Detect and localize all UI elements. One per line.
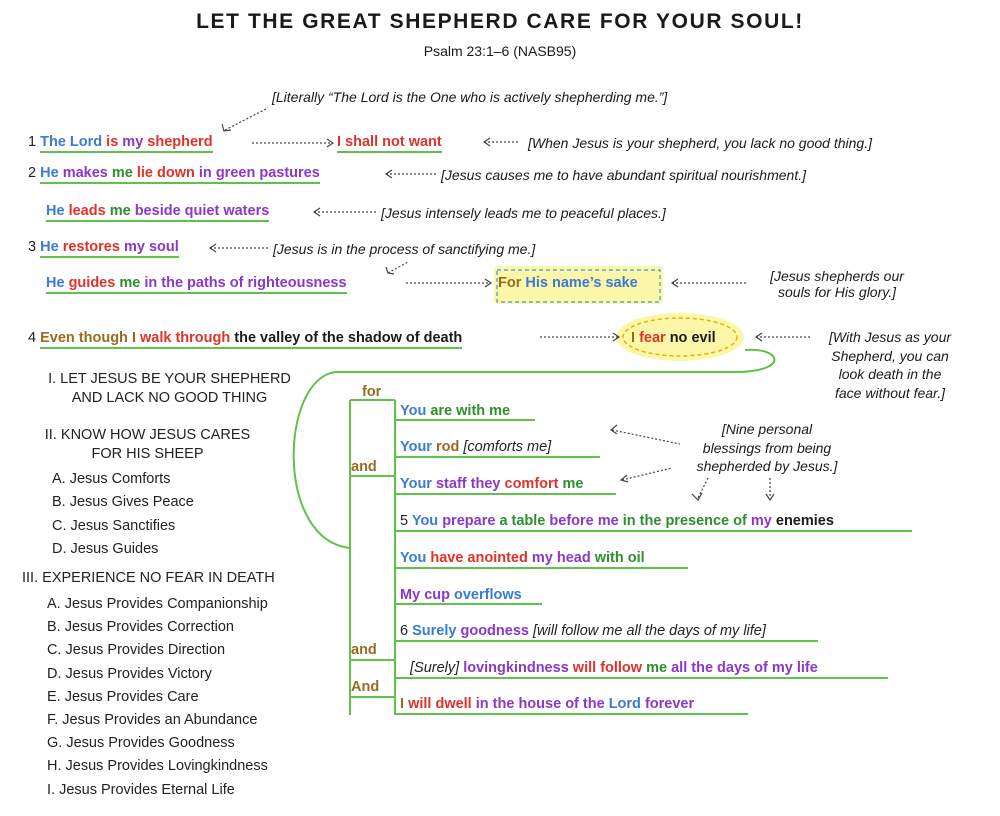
branch-2: Your rod [comforts me] [400, 439, 552, 455]
note-sanctify: [Jesus is in the process of sanctifying me.] [273, 241, 536, 257]
branch-9: I will dwell in the house of the Lord forever [400, 696, 695, 712]
verse-3b-his-name: For His name’s sake [498, 275, 638, 291]
branch-6: My cup overflows [400, 587, 522, 603]
conj-and-1: and [351, 459, 377, 475]
outline-iii: III. EXPERIENCE NO FEAR IN DEATH [22, 570, 275, 586]
branch-4: 5 You prepare a table before me in the presence of my enemies [400, 513, 834, 529]
branch-5: You have anointed my head with oil [400, 550, 645, 566]
note-literal: [Literally “The Lord is the One who is actively shepherding me.”] [272, 89, 668, 105]
outline-i: I. LET JESUS BE YOUR SHEPHERD AND LACK NO GOOD THING [48, 371, 291, 406]
note-nourish: [Jesus causes me to have abundant spiritual nourishment.] [441, 167, 806, 183]
verse-4-fear-no-evil: I fear no evil [631, 330, 716, 346]
branch-8: [Surely] lovingkindness will follow me all the days of my life [410, 660, 818, 676]
verse-3b: He guides me in the paths of righteousness [46, 275, 347, 291]
verse-1: 1 The Lord is my shepherd [28, 134, 213, 150]
branch-3: Your staff they comfort me [400, 476, 584, 492]
page-title: LET THE GREAT SHEPHERD CARE FOR YOUR SOUL! [196, 10, 804, 33]
note-fear: [With Jesus as your Shepherd, you can look death in the face without fear.] [828, 329, 952, 401]
verse-3: 3 He restores my soul [28, 239, 179, 255]
note-peaceful: [Jesus intensely leads me to peaceful places.] [381, 205, 666, 221]
outline-ii: II. KNOW HOW JESUS CARES FOR HIS SHEEP [44, 427, 251, 462]
outline-ii-list: A. Jesus Comforts B. Jesus Gives Peace C. Jesus Sanctifies D. Jesus Guides [52, 471, 194, 557]
conj-and-2: and [351, 642, 377, 658]
outline-iii-list: A. Jesus Provides Companionship B. Jesus Provides Correction C. Jesus Provides Direction D. Jesus Provides Victory E. Jesus Provides Care F. Jesus Provides an Abundance G. Jesus Provides Goodness H. Jesus Provides Lovingkindness I. Jesus Provides Eternal Life [47, 596, 268, 798]
conj-and-3: And [351, 679, 380, 695]
branch-1: You are with me [400, 403, 511, 419]
verse-4: 4 Even though I walk through the valley of the shadow of death [28, 330, 462, 346]
verse-1-not-want: I shall not want [337, 134, 442, 150]
note-nine-blessings: [Nine personal blessings from being shepherded by Jesus.] [696, 421, 838, 474]
page-subtitle: Psalm 23:1–6 (NASB95) [423, 43, 577, 59]
note-glory: [Jesus shepherds our souls for His glory.] [770, 268, 904, 300]
conj-for: for [362, 384, 382, 400]
branch-7: 6 Surely goodness [will follow me all the days of my life] [400, 623, 766, 639]
verse-2b: He leads me beside quiet waters [46, 203, 269, 219]
verse-2: 2 He makes me lie down in green pastures [28, 165, 320, 181]
note-lack: [When Jesus is your shepherd, you lack no good thing.] [528, 135, 872, 151]
